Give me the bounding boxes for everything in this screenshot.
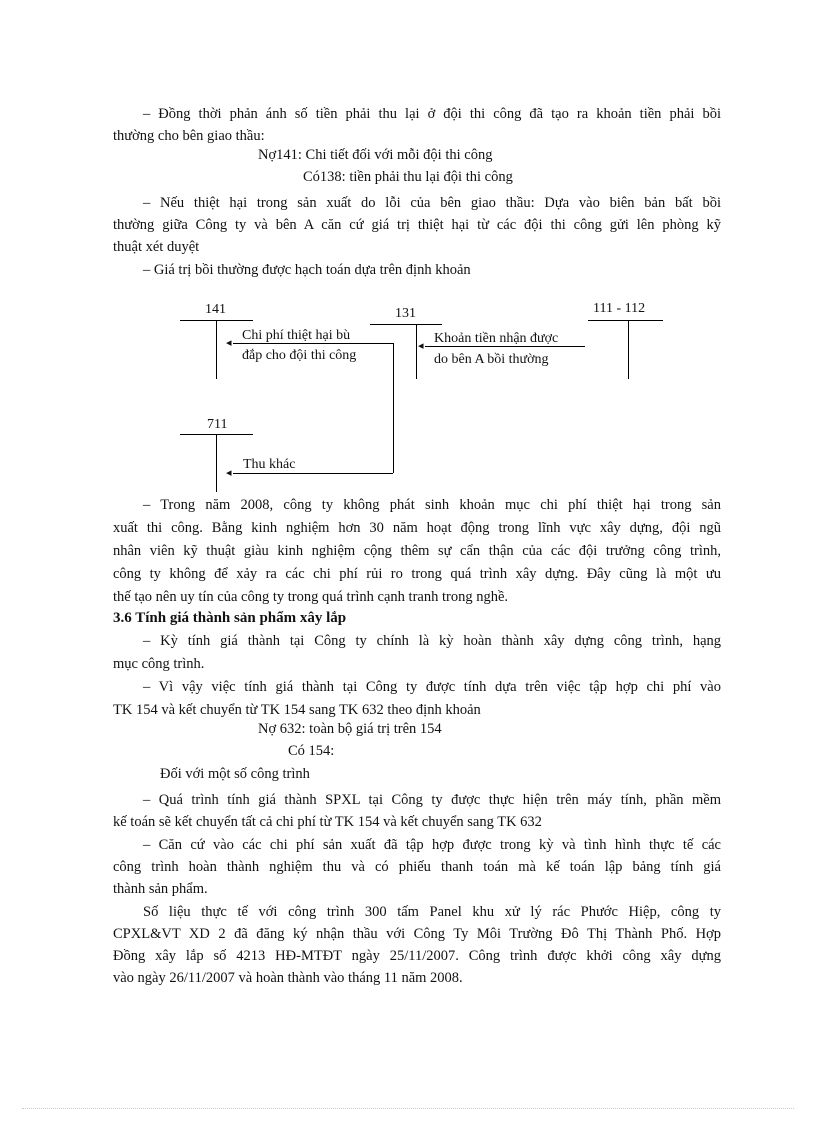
para9-line2: CPXL&VT XD 2 đã đăng ký nhận thầu với Công Ty Môi Trường Đô Thị Thành Phố. Hợp (113, 926, 721, 942)
page-footer-divider (22, 1108, 794, 1109)
arrowhead-711: ◂ (226, 467, 232, 479)
account-131-stem (416, 324, 417, 379)
para5-line2: mục công trình. (113, 656, 205, 672)
para6-line1: – Vì vậy việc tính giá thành tại Công ty được tính dựa trên việc tập hợp chi phí vào (143, 679, 721, 695)
label-chi-phi-line1: Chi phí thiệt hại bù (242, 328, 351, 343)
entry2-credit: Có 154: (288, 743, 335, 759)
account-711-stem (216, 434, 217, 492)
account-131-topline (370, 324, 442, 325)
entry1-credit: Có138: tiền phải thu lại đội thi công (303, 169, 513, 185)
account-131-label: 131 (395, 306, 416, 321)
section-heading: 3.6 Tính giá thành sản phẩm xây lắp (113, 610, 347, 626)
account-111-112-stem (628, 320, 629, 379)
label-chi-phi-line2: đắp cho đội thi công (242, 348, 357, 363)
arrow-131-to-711 (233, 473, 393, 474)
para6-line2: TK 154 và kết chuyển từ TK 154 sang TK 632 theo định khoản (113, 702, 481, 718)
para3: – Giá trị bồi thường được hạch toán dựa trên định khoản (143, 262, 471, 278)
para8-line2: công trình hoàn thành nghiệm thu và có phiếu thanh toán mà kế toán lập bảng tính giá (113, 859, 721, 875)
account-141-stem (216, 320, 217, 379)
para8-line1: – Căn cứ vào các chi phí sản xuất đã tập hợp được trong kỳ và tình hình thực tế các (143, 837, 721, 853)
label-thu-khac: Thu khác (243, 457, 296, 472)
para1-line2: thường cho bên giao thầu: (113, 128, 265, 144)
connector-131-down (393, 343, 394, 473)
label-khoan-tien-line1: Khoản tiền nhận được (434, 331, 559, 346)
para5-line1: – Kỳ tính giá thành tại Công ty chính là kỳ hoàn thành xây dựng công trình, hạng (143, 633, 721, 649)
para9-line4: vào ngày 26/11/2007 và hoàn thành vào tháng 11 năm 2008. (113, 970, 463, 986)
para1-line1: – Đồng thời phản ánh số tiền phải thu lại ở đội thi công đã tạo ra khoản tiền phải bồi (143, 106, 721, 122)
arrowhead-141: ◂ (226, 337, 232, 349)
para7-line1: – Quá trình tính giá thành SPXL tại Công ty được thực hiện trên máy tính, phần mềm (143, 792, 721, 808)
arrowhead-131: ◂ (418, 340, 424, 352)
account-111-112-topline (588, 320, 663, 321)
para4-line3: nhân viên kỹ thuật giàu kinh nghiệm cộng thêm sự cẩn thận của các đội trưởng công trình, (113, 543, 721, 559)
account-711-label: 711 (207, 417, 228, 432)
para4-line2: xuất thi công. Bằng kinh nghiệm hơn 30 năm hoạt động trong lĩnh vực xây dựng, đội ngũ (113, 520, 721, 536)
para9-line3: Đồng xây lắp số 4213 HĐ-MTĐT ngày 25/11/2007. Công trình được khởi công xây dựng (113, 948, 721, 964)
account-111-112-label: 111 - 112 (593, 301, 646, 316)
para4-line5: thế tạo nên uy tín của công ty trong quá trình cạnh tranh trong nghề. (113, 589, 509, 605)
entry2-debit: Nợ 632: toàn bộ giá trị trên 154 (258, 721, 442, 737)
para4-line1: – Trong năm 2008, công ty không phát sinh khoản mục chi phí thiệt hại trong sản (143, 497, 721, 513)
para7-line2: kế toán sẽ kết chuyển tất cả chi phí từ TK 154 và kết chuyển sang TK 632 (113, 814, 542, 830)
para2-line1: – Nếu thiệt hại trong sản xuất do lỗi của bên giao thầu: Dựa vào biên bản bất bồi (143, 195, 721, 211)
para2-line3: thuật xét duyệt (113, 239, 200, 255)
label-khoan-tien-line2: do bên A bồi thường (434, 352, 549, 367)
entry1-debit: Nợ141: Chi tiết đối với mỗi đội thi công (258, 147, 493, 163)
note-cong-trinh: Đối với một số công trình (160, 766, 310, 782)
account-141-label: 141 (205, 302, 226, 317)
para2-line2: thường giữa Công ty và bên A căn cứ giá trị thiệt hại từ các đội thi công gửi lên phòng kỹ (113, 217, 721, 233)
para8-line3: thành sản phẩm. (113, 881, 208, 897)
para9-line1: Số liệu thực tế với công trình 300 tấm Panel khu xử lý rác Phước Hiệp, công ty (143, 904, 721, 920)
para4-line4: công ty không để xảy ra các chi phí rủi ro trong quá trình xây dựng. Đây cũng là một ưu (113, 566, 721, 582)
